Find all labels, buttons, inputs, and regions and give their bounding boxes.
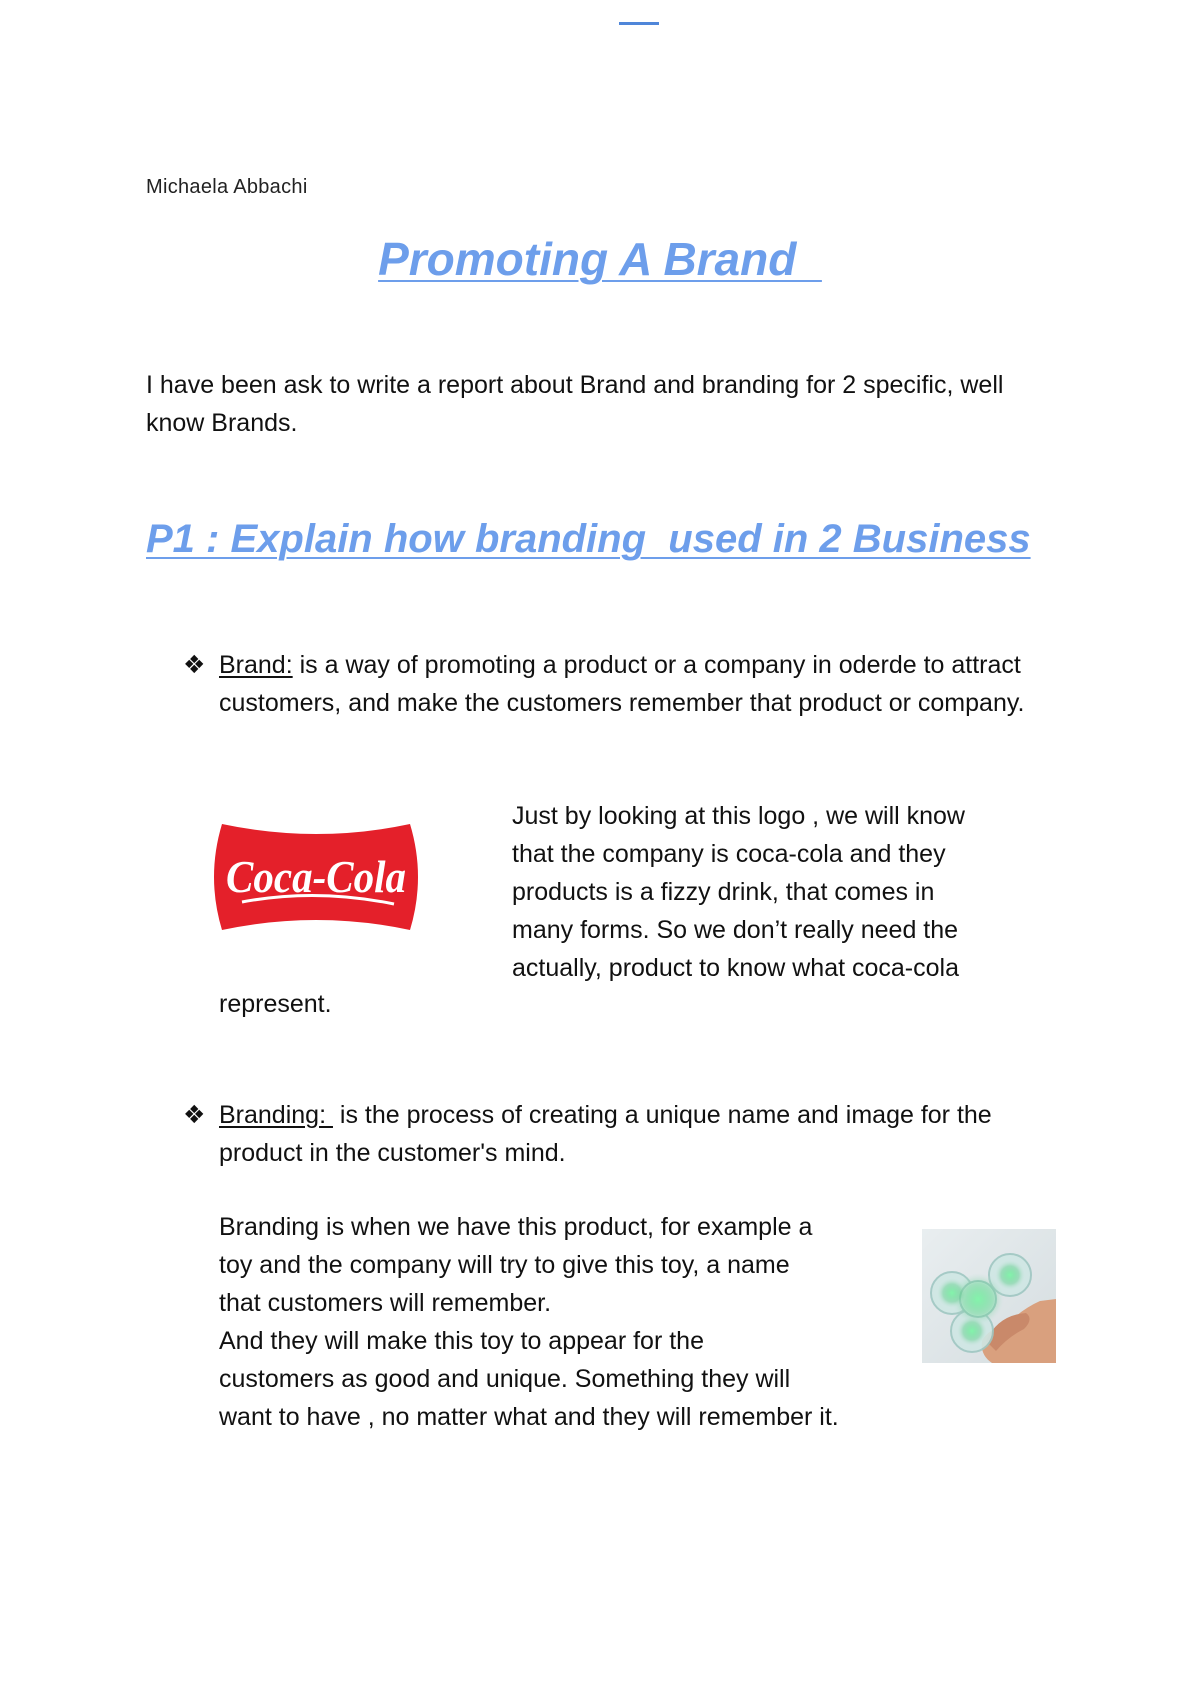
logo-description-line: products is a fizzy drink, that comes in bbox=[512, 878, 935, 906]
spinner-glow bbox=[937, 1278, 967, 1308]
logo-description-tail: represent. bbox=[219, 990, 332, 1018]
branding-paragraph-line: that customers will remember. bbox=[219, 1289, 552, 1317]
logo-description bbox=[512, 797, 1072, 987]
branding-definition-text: is the process of creating a unique name and image for the product in the customer's mind. bbox=[219, 1101, 992, 1167]
branding-paragraph-line: want to have , no matter what and they will remember it. bbox=[219, 1403, 839, 1431]
author-name: Michaela Abbachi bbox=[146, 176, 308, 198]
branding-definition bbox=[219, 1096, 1079, 1172]
branding-paragraph-line: customers as good and unique. Something they will bbox=[219, 1365, 791, 1393]
logo-description-line: that the company is coca-cola and they bbox=[512, 840, 946, 868]
brand-term: Brand: bbox=[219, 651, 293, 679]
logo-description-line: many forms. So we don’t really need the bbox=[512, 916, 959, 944]
coca-cola-logo-text: Coca-Cola bbox=[226, 851, 406, 902]
coca-cola-logo bbox=[208, 818, 424, 936]
intro-paragraph: I have been ask to write a report about Brand and branding for 2 specific, well know Brands. bbox=[146, 371, 1004, 437]
logo-description-line: Just by looking at this logo , we will know bbox=[512, 802, 965, 830]
branding-term: Branding: bbox=[219, 1101, 333, 1129]
brand-definition-text: is a way of promoting a product or a company in oderde to attract customers, and make the customers remember that product or company. bbox=[219, 651, 1025, 717]
logo-description-line: actually, product to know what coca-cola bbox=[512, 954, 959, 982]
bullet-diamond-icon: ❖ bbox=[183, 1101, 206, 1129]
fidget-spinner-photo bbox=[922, 1229, 1056, 1363]
spinner-glow bbox=[995, 1260, 1025, 1290]
top-accent-mark bbox=[619, 22, 659, 25]
bullet-diamond-icon: ❖ bbox=[183, 651, 206, 679]
section-heading-p1: P1 : Explain how branding used in 2 Business bbox=[146, 517, 1031, 561]
spinner-glow bbox=[957, 1316, 987, 1346]
branding-paragraph-line: And they will make this toy to appear for the bbox=[219, 1327, 704, 1355]
document-title: Promoting A Brand bbox=[378, 233, 822, 285]
branding-paragraph bbox=[219, 1208, 919, 1436]
brand-definition bbox=[219, 646, 1079, 722]
branding-paragraph-line: Branding is when we have this product, for example a bbox=[219, 1213, 813, 1241]
branding-paragraph-line: toy and the company will try to give this toy, a name bbox=[219, 1251, 790, 1279]
